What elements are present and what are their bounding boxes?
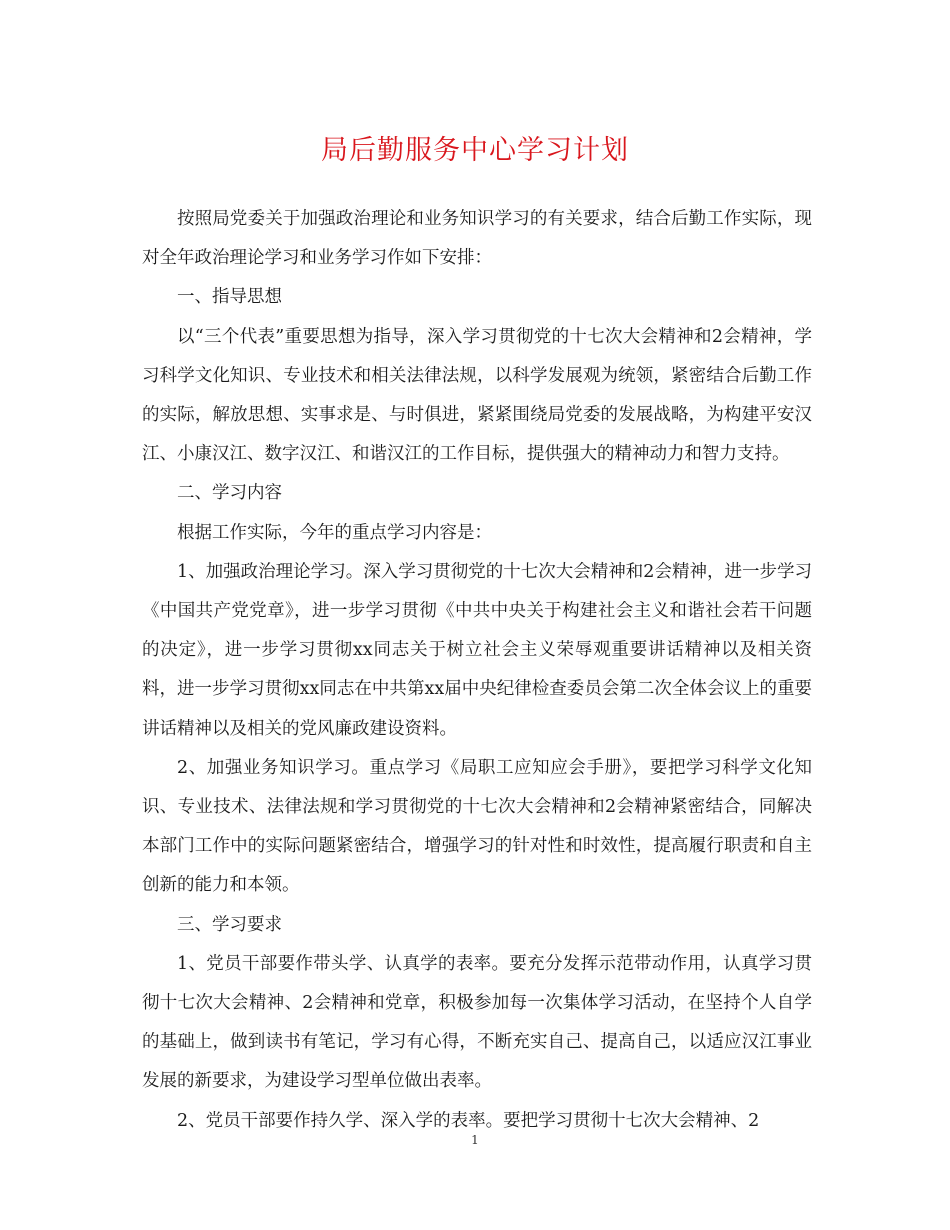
page-number: 1 xyxy=(471,1133,479,1147)
document-title: 局后勤服务中心学习计划 xyxy=(321,135,629,166)
study-requirement-item-1: 1、党员干部要作带头学、认真学的表率。要充分发挥示范带动作用，认真学习贯彻十七次大会精神、2会精神和党章，积极参加每一次集体学习活动，在坚持个人自学的基础上，做到读书有笔记，学习有心得，不断充实自己、提高自己，以适应汉江事业发展的新要求，为建设学习型单位做出表率。 xyxy=(142,953,812,1092)
intro-paragraph: 按照局党委关于加强政治理论和业务知识学习的有关要求，结合后勤工作实际，现对全年政治理论学习和业务学习作如下安排： xyxy=(142,209,812,269)
section-heading-study-content: 二、学习内容 xyxy=(177,483,282,504)
section-heading-guiding-ideology: 一、指导思想 xyxy=(177,287,282,308)
study-content-item-1: 1、加强政治理论学习。深入学习贯彻党的十七次大会精神和2会精神，进一步学习《中国共产党党章》，进一步学习贯彻《中共中央关于构建社会主义和谐社会若干问题的决定》，进一步学习贯彻xx同志关于树立社会主义荣辱观重要讲话精神以及相关资料，进一步学习贯彻xx同志在中共第xx届中央纪律检查委员会第二次全体会议上的重要讲话精神以及相关的党风廉政建设资料。 xyxy=(142,561,812,739)
section-heading-study-requirements: 三、学习要求 xyxy=(177,914,282,935)
study-requirement-item-2: 2、党员干部要作持久学、深入学的表率。要把学习贯彻十七次大会精神、2 xyxy=(177,1110,760,1131)
guiding-ideology-paragraph: 以“三个代表”重要思想为指导，深入学习贯彻党的十七次大会精神和2会精神，学习科学文化知识、专业技术和相关法律法规，以科学发展观为统领，紧密结合后勤工作的实际，解放思想、实事求是、与时俱进，紧紧围绕局党委的发展战略，为构建平安汉江、小康汉江、数字汉江、和谐汉江的工作目标，提供强大的精神动力和智力支持。 xyxy=(142,326,812,465)
study-content-item-2: 2、加强业务知识学习。重点学习《局职工应知应会手册》，要把学习科学文化知识、专业技术、法律法规和学习贯彻党的十七次大会精神和2会精神紧密结合，同解决本部门工作中的实际问题紧密结合，增强学习的针对性和时效性，提高履行职责和自主创新的能力和本领。 xyxy=(142,757,812,896)
study-content-intro: 根据工作实际，今年的重点学习内容是： xyxy=(177,522,492,543)
document-body xyxy=(142,200,812,1141)
